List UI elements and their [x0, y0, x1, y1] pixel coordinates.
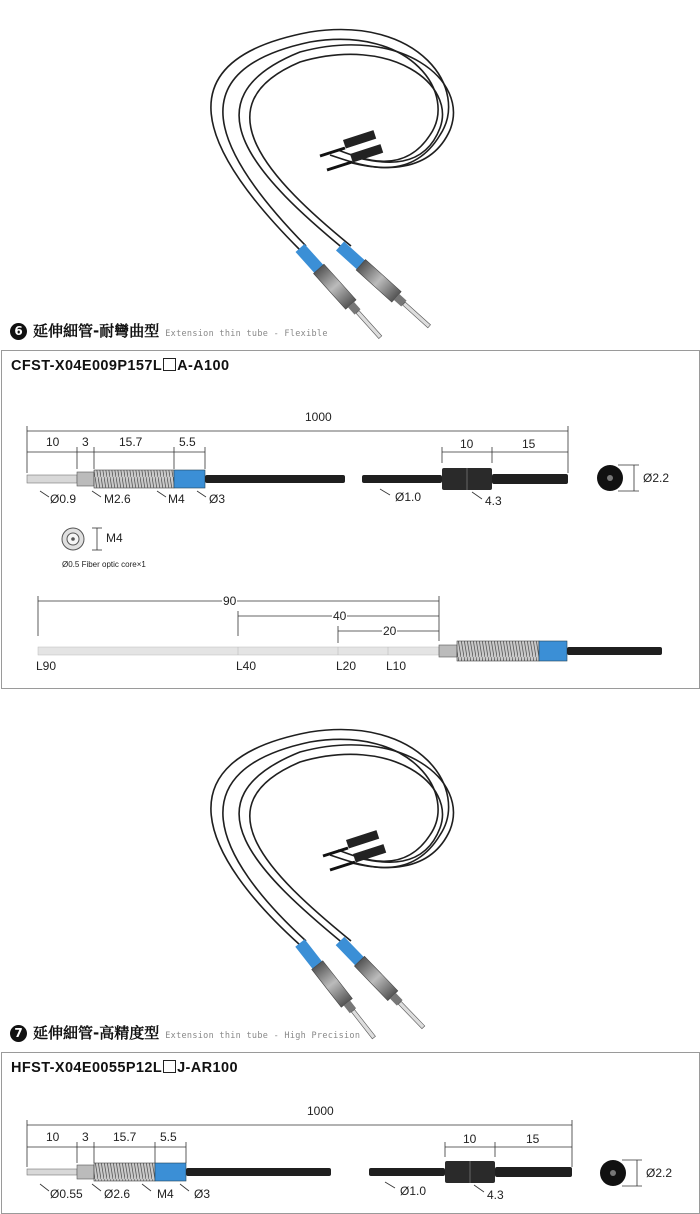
dim-length-20: 20	[383, 624, 397, 638]
model-prefix: CFST-X04E009P157L	[11, 358, 163, 374]
label-l20: L20	[336, 659, 357, 673]
spec-panel-flexible	[1, 350, 700, 689]
dim-3: 3	[82, 435, 89, 449]
dim-connector-15: 15	[526, 1132, 540, 1146]
section-subtitle: Extension thin tube - Flexible	[165, 329, 328, 339]
dim-connector-width: 4.3	[485, 494, 502, 508]
section-title-text: 延伸細管-耐彎曲型	[33, 322, 160, 340]
label-l10: L10	[386, 659, 407, 673]
section-number: 6	[10, 323, 27, 340]
model-suffix: J-AR100	[177, 1060, 238, 1076]
dim-face-m4: M4	[106, 531, 123, 545]
fiber-cable-illustration-1	[0, 0, 700, 340]
dim-connector-10: 10	[463, 1132, 477, 1146]
dim-tip-diameter: Ø0.9	[50, 492, 77, 506]
section-subtitle: Extension thin tube - High Precision	[165, 1031, 361, 1041]
dim-tip-diameter: Ø0.55	[50, 1187, 83, 1201]
fiber-cable-illustration-2	[0, 705, 700, 1045]
dim-15-7: 15.7	[119, 435, 143, 449]
section-title-text: 延伸細管-高精度型	[33, 1024, 160, 1042]
dim-cable-diameter: Ø1.0	[400, 1184, 427, 1198]
dim-connector-width: 4.3	[487, 1188, 504, 1202]
fiber-core-note: Ø0.5 Fiber optic core×1	[62, 560, 146, 569]
label-l90: L90	[36, 659, 57, 673]
dim-3: 3	[82, 1130, 89, 1144]
dim-sleeve: Ø3	[209, 492, 226, 506]
fiber-probe-right	[335, 241, 434, 332]
model-prefix: HFST-X04E0055P12L	[11, 1060, 163, 1076]
dim-total-length: 1000	[307, 1104, 334, 1118]
dim-nut: M4	[157, 1187, 174, 1201]
dim-5-5: 5.5	[179, 435, 196, 449]
section-title-high-precision	[10, 1022, 360, 1043]
dim-cable-diameter: Ø1.0	[395, 490, 422, 504]
spec-panel-high-precision	[1, 1052, 700, 1214]
fiber-connector-heads	[320, 130, 383, 170]
dim-thread: M2.6	[104, 492, 131, 506]
dim-nut: M4	[168, 492, 185, 506]
dim-thread: Ø2.6	[104, 1187, 131, 1201]
fiber-probe-right	[335, 936, 428, 1032]
dim-length-40: 40	[333, 609, 347, 623]
label-l40: L40	[236, 659, 257, 673]
dim-5-5: 5.5	[160, 1130, 177, 1144]
dim-connector-15: 15	[522, 437, 536, 451]
dim-connector-10: 10	[460, 437, 474, 451]
dim-sleeve: Ø3	[194, 1187, 211, 1201]
dim-10: 10	[46, 435, 60, 449]
model-suffix: A-A100	[177, 358, 230, 374]
dimension-drawing-flexible	[2, 351, 699, 688]
dim-15-7: 15.7	[113, 1130, 137, 1144]
dim-end-diameter: Ø2.2	[643, 471, 670, 485]
dim-total-length: 1000	[305, 410, 332, 424]
dim-end-diameter: Ø2.2	[646, 1166, 673, 1180]
section-title-flexible	[10, 320, 328, 341]
section-number: 7	[10, 1025, 27, 1042]
dim-10: 10	[46, 1130, 60, 1144]
dim-length-90: 90	[223, 594, 237, 608]
